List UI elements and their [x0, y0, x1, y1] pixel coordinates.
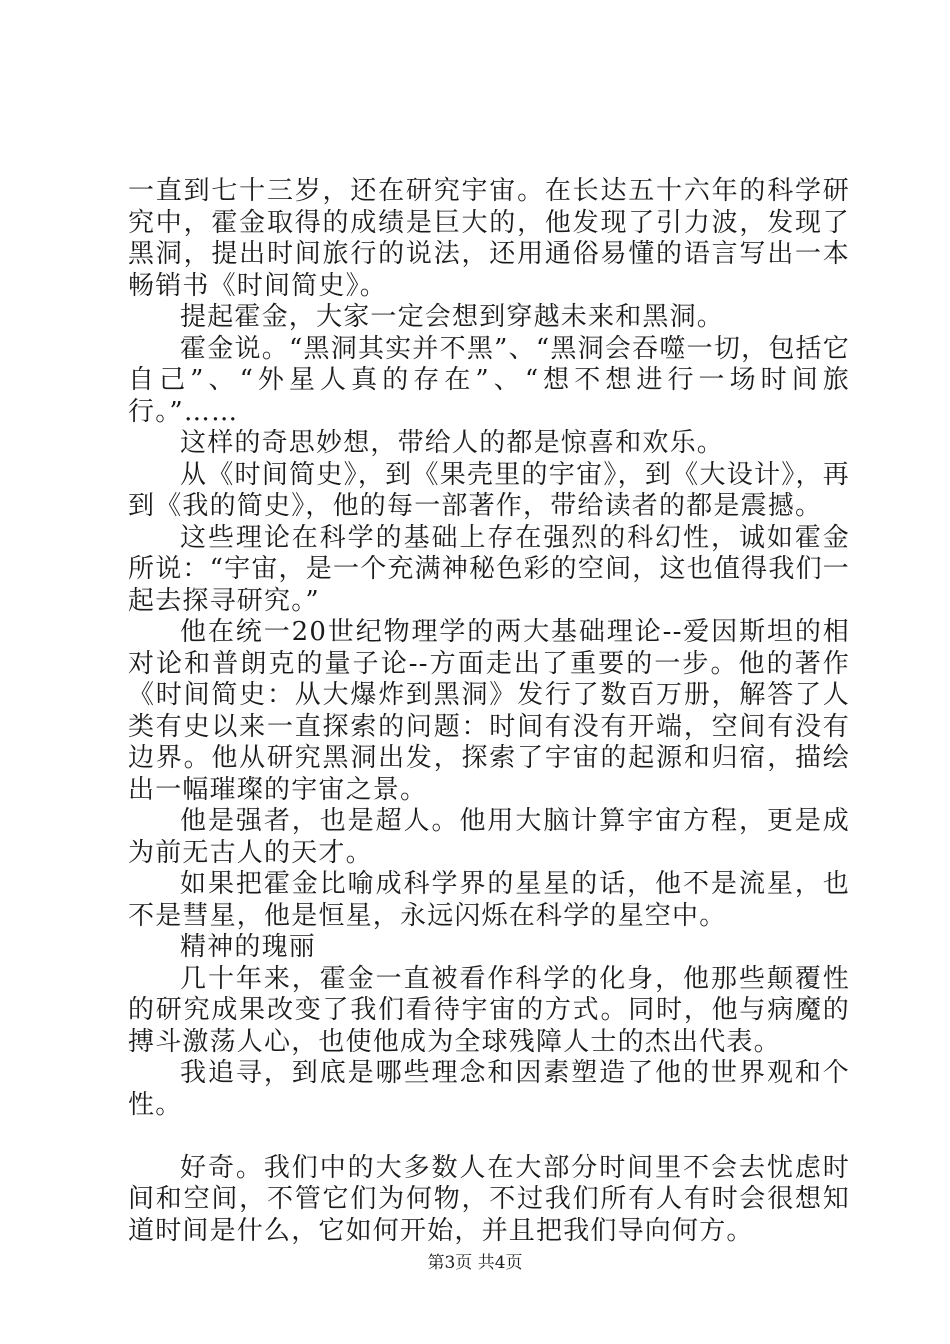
paragraph-11: 我追寻，到底是哪些理念和因素塑造了他的世界观和个性。 — [128, 1058, 850, 1120]
paragraph-12: 好奇。我们中的大多数人在大部分时间里不会去忧虑时间和空间，不管它们为何物，不过我们所有人有时会很想知道时间是什么，它如何开始，并且把我们导向何方。 — [128, 1152, 850, 1246]
paragraph-6: 这些理论在科学的基础上存在强烈的科幻性，诚如霍金所说：“宇宙，是一个充满神秘色彩的空间，这也值得我们一起去探寻研究。” — [128, 522, 850, 616]
blank-line — [128, 1121, 850, 1153]
paragraph-10: 几十年来，霍金一直被看作科学的化身，他那些颠覆性的研究成果改变了我们看待宇宙的方式。同时，他与病魔的搏斗激荡人心，也使他成为全球残障人士的杰出代表。 — [128, 963, 850, 1057]
paragraph-5: 从《时间简史》，到《果壳里的宇宙》，到《大设计》，再到《我的简史》，他的每一部著作，带给读者的都是震撼。 — [128, 459, 850, 521]
paragraph-2: 提起霍金，大家一定会想到穿越未来和黑洞。 — [180, 302, 725, 332]
paragraph-1: 一直到七十三岁，还在研究宇宙。在长达五十六年的科学研究中，霍金取得的成绩是巨大的，他发现了引力波，发现了黑洞，提出时间旅行的说法，还用通俗易懂的语言写出一本畅销书《时间简史》。 — [128, 176, 850, 301]
section-heading: 精神的瑰丽 — [180, 932, 317, 962]
paragraph-8: 他是强者，也是超人。他用大脑计算宇宙方程，更是成为前无古人的天才。 — [128, 806, 850, 868]
paragraph-4: 这样的奇思妙想，带给人的都是惊喜和欢乐。 — [180, 428, 725, 458]
document-body — [128, 176, 850, 1247]
page-footer: 第3页 共4页 — [427, 1253, 523, 1273]
paragraph-3: 霍金说。“黑洞其实并不黑”、“黑洞会吞噬一切，包括它自己”、“外星人真的存在”、“想不想进行一场时间旅行。”…… — [128, 333, 850, 427]
paragraph-7: 他在统一20世纪物理学的两大基础理论--爱因斯坦的相对论和普朗克的量子论--方面走出了重要的一步。他的著作《时间简史：从大爆炸到黑洞》发行了数百万册，解答了人类有史以来一直探索的问题：时间有没有开端，空间有没有边界。他从研究黑洞出发，探索了宇宙的起源和归宿，描绘出一幅璀璨的宇宙之景。 — [128, 617, 850, 805]
paragraph-9: 如果把霍金比喻成科学界的星星的话，他不是流星，也不是彗星，他是恒星，永远闪烁在科学的星空中。 — [128, 869, 850, 931]
